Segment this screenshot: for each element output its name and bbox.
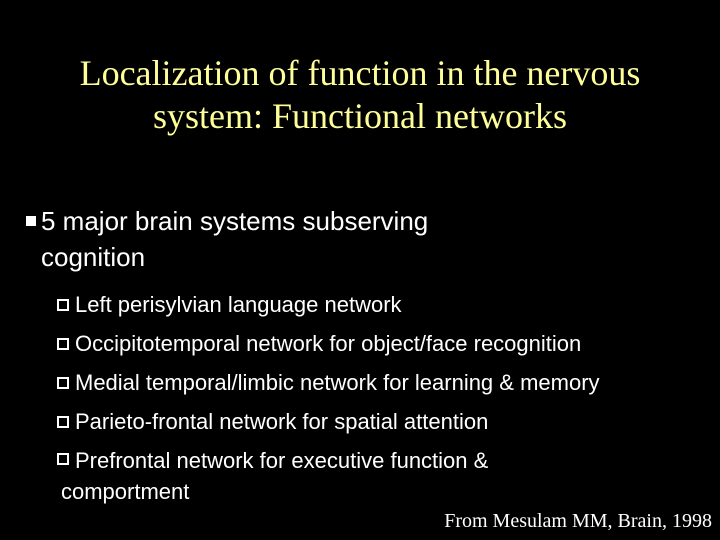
hollow-square-bullet-icon — [57, 377, 69, 389]
sub-bullet-text — [61, 445, 715, 507]
sub-bullet-text: Left perisylvian language network — [75, 292, 402, 317]
sub-bullet-text: Parieto-frontal network for spatial attention — [75, 409, 489, 434]
main-bullet-line-2: cognition — [41, 242, 146, 272]
sub-bullet-item — [55, 363, 715, 402]
citation: From Mesulam MM, Brain, 1998 — [444, 510, 712, 532]
slide-title-line-2: system: Functional networks — [153, 96, 567, 136]
square-bullet-icon — [26, 216, 36, 226]
sub-bullet-line-1: Prefrontal network for executive function & — [75, 448, 489, 473]
sub-bullet-item — [55, 402, 715, 441]
slide-title-line-1: Localization of function in the nervous — [79, 53, 641, 93]
sub-bullet-line-2: comportment — [61, 479, 190, 504]
sub-bullet-item — [55, 285, 715, 324]
main-bullet-line-1: 5 major brain systems subserving — [41, 206, 429, 236]
hollow-square-bullet-icon — [57, 299, 69, 311]
hollow-square-bullet-icon — [57, 416, 69, 428]
sub-bullet-list — [55, 285, 715, 507]
slide-title — [20, 52, 700, 138]
hollow-square-bullet-icon — [57, 453, 69, 465]
sub-bullet-item — [55, 324, 715, 363]
sub-bullet-text: Medial temporal/limbic network for learning & memory — [75, 370, 600, 395]
sub-bullet-item — [55, 441, 715, 507]
sub-bullet-text: Occipitotemporal network for object/face recognition — [75, 331, 582, 356]
main-bullet — [26, 203, 586, 275]
main-bullet-text — [26, 203, 586, 275]
hollow-square-bullet-icon — [57, 338, 69, 350]
